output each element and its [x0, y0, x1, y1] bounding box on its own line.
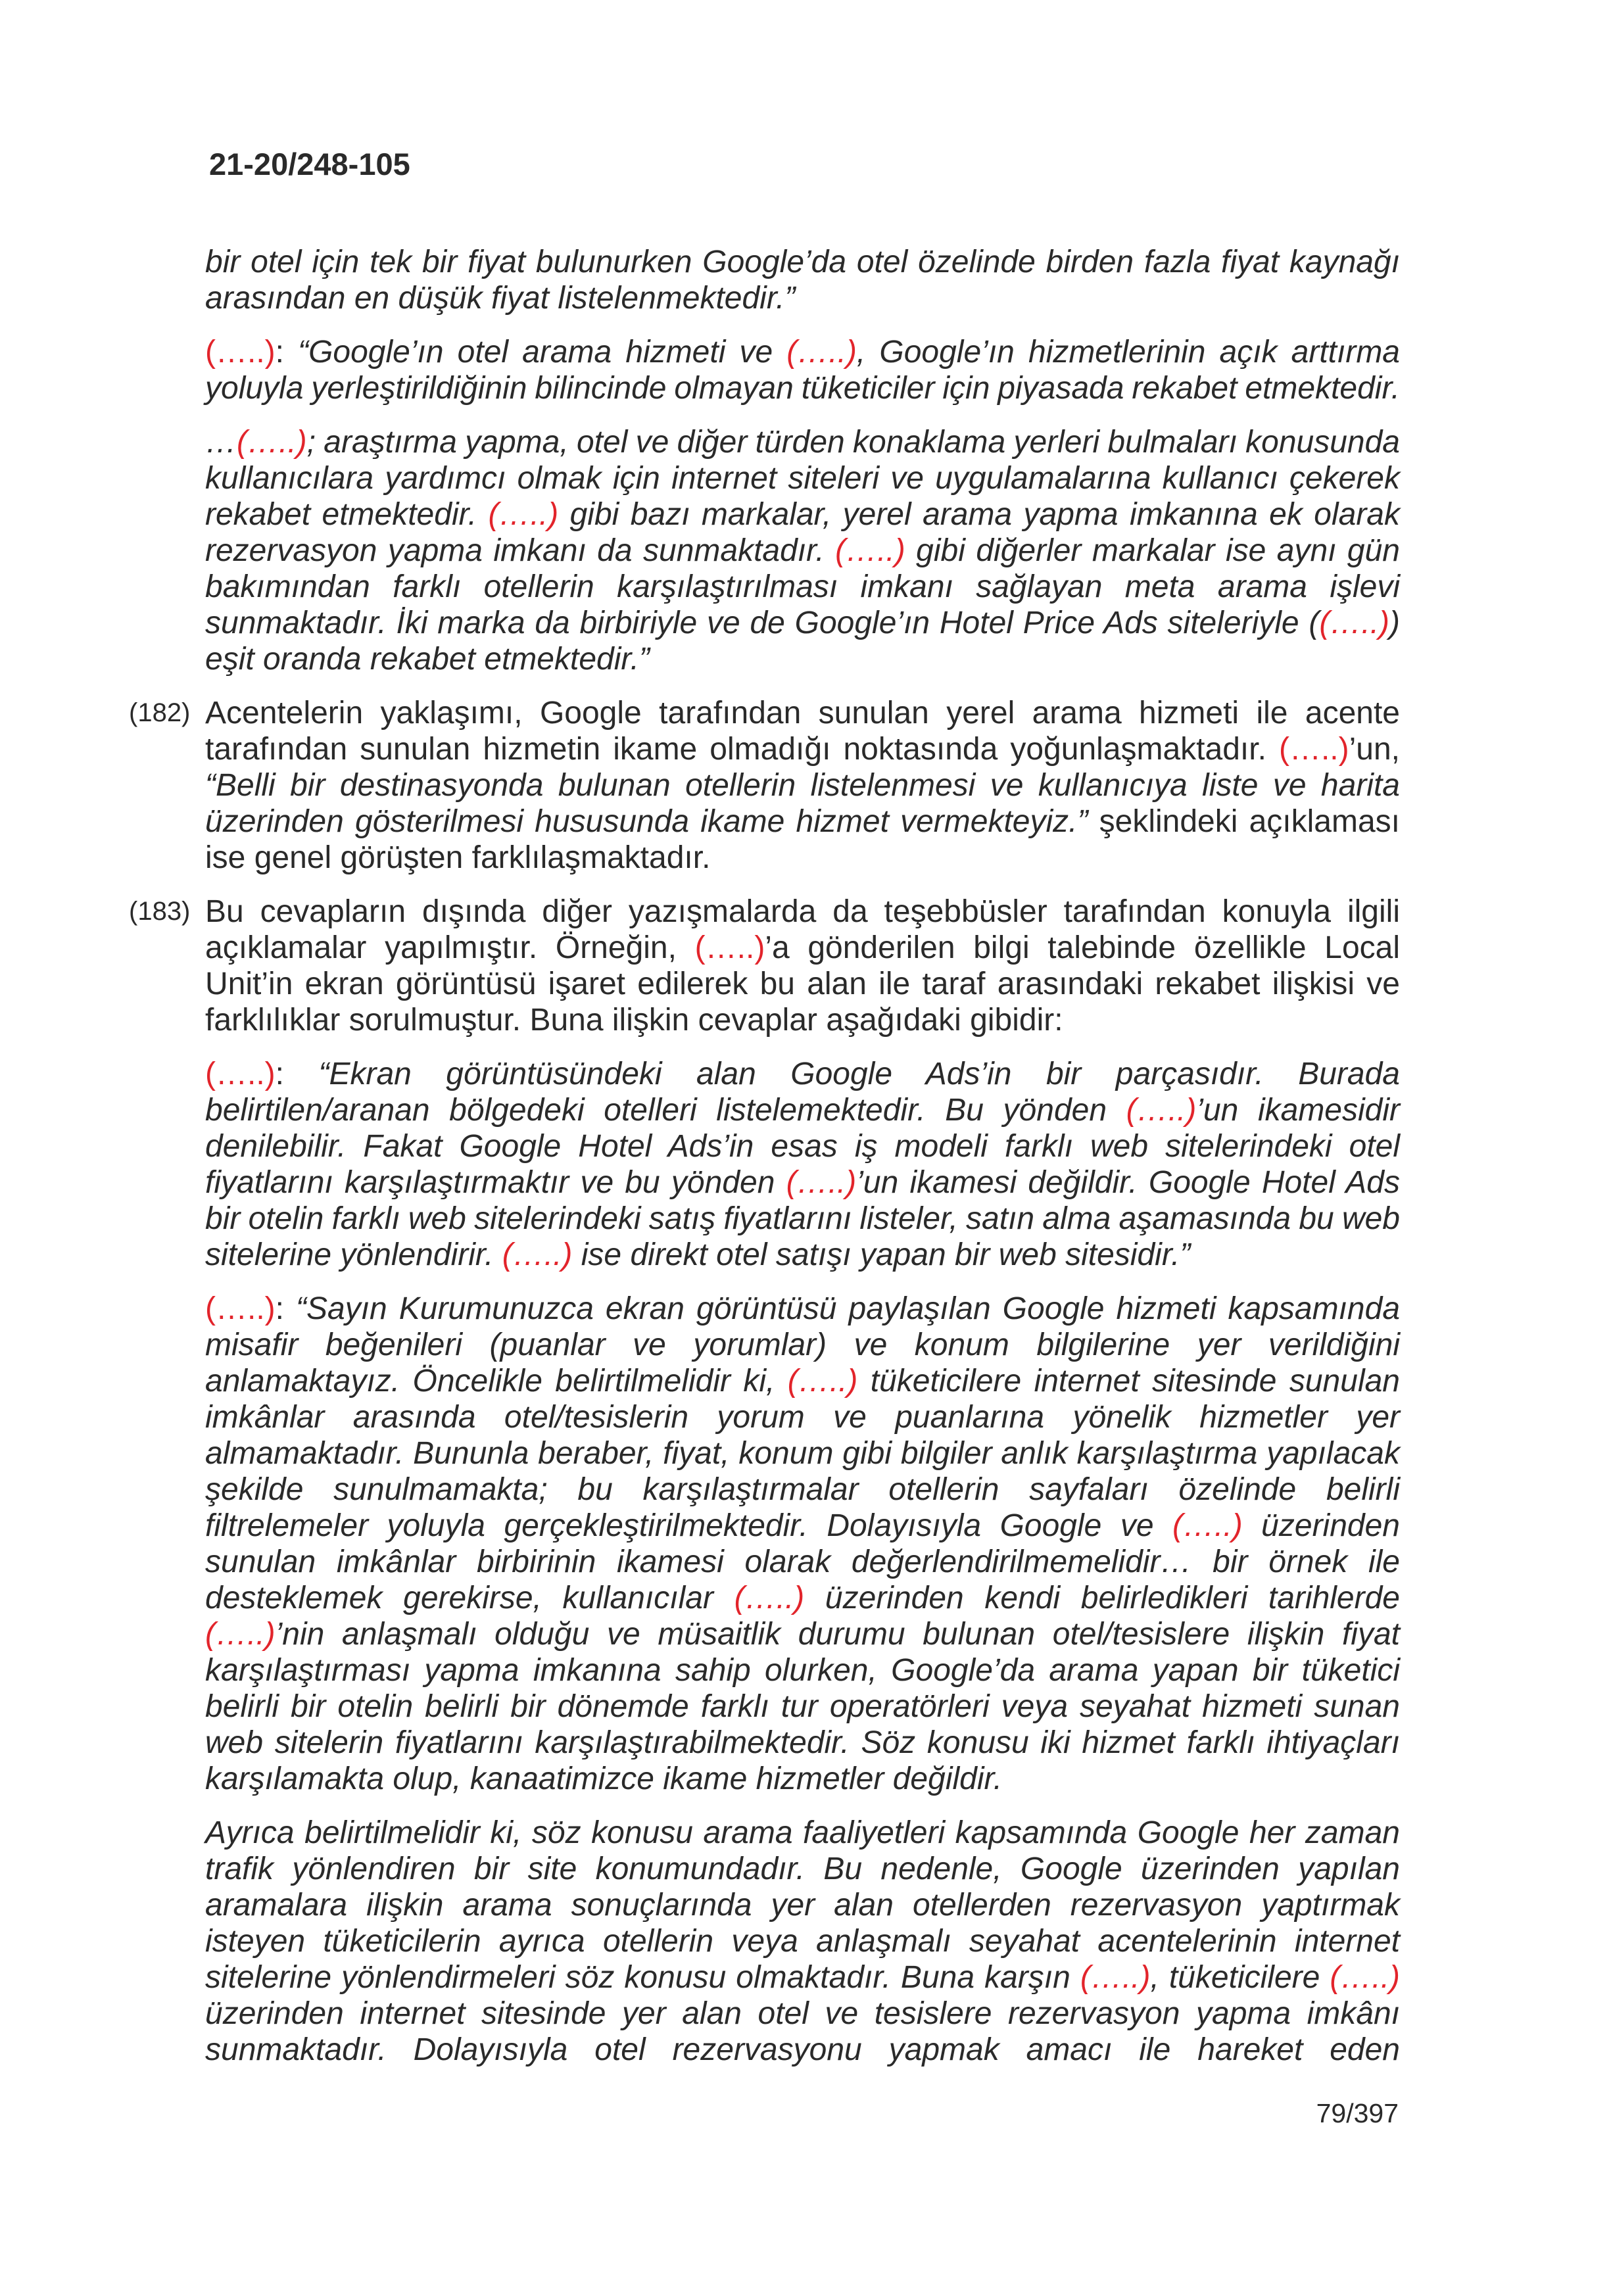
text-line-content [205, 1580, 1400, 1616]
paragraph [205, 1815, 1400, 2068]
text-line [205, 2032, 1400, 2068]
text-line [205, 1399, 1400, 1435]
text-line-content [205, 1164, 1400, 1201]
text-line [205, 1544, 1400, 1580]
text-segment: üzerinden gösterilmesi hususunda ikame hizmet vermekteyiz.” [205, 804, 1088, 839]
text-segment: sunmaktadır. Dolayısıyla otel rezervasyonu yapmak amacı ile hareket eden [205, 2032, 1400, 2067]
text-line [205, 1508, 1400, 1544]
text-line [205, 370, 1400, 406]
text-segment: bir otelin farklı web sitelerindeki satış fiyatlarını listeler, satın alma aşamasında bu web [205, 1201, 1400, 1236]
text-line-content [205, 1815, 1400, 1851]
text-line-content [205, 1363, 1400, 1399]
text-line-content [205, 1092, 1400, 1128]
numbered-paragraph [129, 894, 1401, 1038]
redaction-marker: (…..) [205, 335, 276, 370]
text-line [205, 1237, 1400, 1273]
document-id: 21-20/248-105 [209, 147, 410, 181]
numbered-paragraph [129, 695, 1400, 876]
text-segment: ise direkt otel satışı yapan bir web sitesidir.” [572, 1237, 1191, 1272]
text-segment: sitelerine yönlendirir. [205, 1237, 502, 1272]
text-line [205, 840, 1400, 876]
text-segment: isteyen tüketicilerin ayrıca otellerin veya anlaşmalı seyahat acentelerinin internet [205, 1924, 1400, 1959]
redaction-marker: (…..) [237, 425, 307, 460]
text-line [205, 533, 1400, 569]
text-line [205, 496, 1400, 533]
redaction-marker: (…..) [835, 533, 905, 568]
redaction-marker: (…..) [1172, 1508, 1243, 1543]
redaction-marker: (…..) [205, 1617, 276, 1652]
text-segment: : [275, 1057, 319, 1091]
text-segment: , Google’ın hizmetlerinin açık arttırma [856, 335, 1400, 370]
text-segment: bakımından farklı otellerin karşılaştırılması imkanı sağlayan meta arama işlevi [205, 569, 1400, 604]
text-segment: denilebilir. Fakat Google Hotel Ads’in esas iş modeli farklı web sitelerindeki otel [205, 1129, 1400, 1164]
text-line [205, 1959, 1400, 1996]
text-segment: “Google’ın otel arama hizmeti ve [298, 335, 787, 370]
text-line-content [205, 1435, 1400, 1471]
text-line-content [205, 1508, 1400, 1544]
text-segment: : [275, 335, 299, 370]
paragraph [205, 244, 1400, 316]
text-line [205, 731, 1400, 767]
text-line-content [205, 1291, 1400, 1327]
text-line [205, 1201, 1400, 1237]
text-segment: belirtilen/aranan bölgedeki otelleri listelemektedir. Bu yönden [205, 1093, 1126, 1128]
redaction-marker: (…..) [205, 1291, 276, 1326]
text-segment: Ayrıca belirtilmelidir ki, söz konusu arama faaliyetleri kapsamında Google her zaman [205, 1815, 1400, 1850]
text-segment: misafir beğenileri (puanlar ve yorumlar) ve konum bilgilerine yer verildiğini [205, 1327, 1400, 1362]
text-segment: ise genel görüşten farklılaşmaktadır. [205, 840, 711, 875]
text-line-content [205, 1544, 1400, 1580]
text-segment: Bu cevapların dışında diğer yazışmalarda da teşebbüsler tarafından konuyla ilgili [205, 894, 1400, 929]
text-line-content [205, 1923, 1400, 1959]
redaction-marker: (…..) [786, 335, 857, 370]
text-segment: ’nin anlaşmalı olduğu ve müsaitlik durumu bulunan otel/tesislere ilişkin fiyat [275, 1617, 1400, 1652]
text-line-content [205, 1128, 1400, 1164]
redaction-marker: (…..) [488, 497, 559, 532]
text-segment: kullanıcılara yardımcı olmak için internet siteleri ve uygulamalarına kullanıcı çekerek [205, 461, 1400, 496]
text-line [205, 460, 1400, 496]
text-segment: rekabet etmektedir. [205, 497, 489, 532]
text-line-content [205, 1471, 1400, 1508]
text-segment: : [275, 1291, 296, 1326]
paragraph [205, 334, 1400, 406]
text-line [205, 1923, 1400, 1959]
text-line [205, 1887, 1400, 1923]
text-line [205, 1996, 1400, 2032]
text-line-content [205, 605, 1400, 641]
body-text [129, 244, 1401, 2086]
text-segment: Acentelerin yaklaşımı, Google tarafından sunulan yerel arama hizmeti ile acente [205, 696, 1400, 730]
text-segment: filtrelemeler yoluyla gerçekleştirilmektedir. Dolayısıyla Google ve [205, 1508, 1173, 1543]
redaction-marker: (…..) [1330, 1960, 1401, 1995]
text-segment: karşılaştırması yapma imkanına sahip olurken, Google’da arama yapan bir tüketici [205, 1653, 1400, 1688]
text-line [205, 930, 1400, 966]
text-segment: trafik yönlendiren bir site konumundadır. Bu nedenle, Google üzerinden yapılan [205, 1852, 1400, 1886]
text-line-content [205, 1056, 1400, 1092]
page-number: 79/397 [1316, 2098, 1399, 2128]
text-segment: ; araştırma yapma, otel ve diğer türden konaklama yerleri bulmaları konusunda [306, 425, 1400, 460]
text-segment: “Belli bir destinasyonda bulunan otellerin listelenmesi ve kullanıcıya liste ve harita [205, 768, 1400, 803]
text-segment: ) [1389, 606, 1400, 640]
text-line [205, 244, 1400, 280]
text-line-content [205, 2032, 1400, 2068]
text-line [205, 1327, 1400, 1363]
text-line-content [205, 1959, 1400, 1996]
text-segment: eşit oranda rekabet etmektedir.” [205, 642, 650, 677]
text-segment: sitelerine yönlendirmeleri söz konusu olmaktadır. Buna karşın [205, 1960, 1080, 1995]
text-segment: şekilde sunulmamakta; bu karşılaştırmalar otellerin sayfaları özelinde belirli [205, 1472, 1400, 1507]
text-line-content [205, 840, 710, 876]
text-line-content [205, 370, 1400, 406]
text-line [205, 1363, 1400, 1399]
text-segment: ’a gönderilen bilgi talebinde özellikle Local [765, 930, 1401, 965]
text-line-content [205, 280, 795, 316]
text-line [205, 966, 1400, 1002]
text-line-content [205, 1652, 1400, 1688]
text-line [205, 334, 1400, 370]
redaction-marker: (…..) [1319, 606, 1390, 640]
redaction-marker: (…..) [502, 1237, 573, 1272]
text-line-content [205, 767, 1400, 803]
redaction-marker: (…..) [694, 930, 765, 965]
text-segment: anlamaktayız. Öncelikle belirtilmelidir ki, [205, 1364, 788, 1399]
text-line-content [205, 1237, 1190, 1273]
paragraph [205, 1056, 1400, 1273]
redaction-marker: (…..) [205, 1057, 276, 1091]
text-line-content [205, 930, 1400, 966]
text-line [205, 767, 1400, 803]
text-segment: üzerinden kendi belirledikleri tarihlerde [804, 1581, 1401, 1615]
text-line-content [205, 1201, 1400, 1237]
text-segment: desteklemek gerekirse, kullanıcılar [205, 1581, 734, 1615]
paragraph-number: (182) [129, 698, 191, 727]
redaction-marker: (…..) [1278, 732, 1349, 767]
text-line [205, 280, 1400, 316]
text-line-content [205, 569, 1400, 605]
text-line-content [205, 894, 1400, 930]
text-segment: Unit’in ekran görüntüsü işaret edilerek bu alan ile taraf arasındaki rekabet ilişkisi ve [205, 967, 1400, 1001]
text-segment: gibi bazı markalar, yerel arama yapma imkanına ek olarak [558, 497, 1400, 532]
text-line-content [205, 966, 1400, 1002]
text-segment: , tüketicilere [1150, 1960, 1330, 1995]
text-segment: bir otel için tek bir fiyat bulunurken Google’da otel özelinde birden fazla fiyat kaynağı [205, 245, 1400, 279]
text-segment: fiyatlarını karşılaştırmaktır ve bu yönden [205, 1165, 786, 1200]
text-line [205, 641, 1400, 677]
text-line-content [205, 533, 1400, 569]
paragraph [205, 424, 1400, 677]
text-line [205, 1291, 1400, 1327]
text-line [205, 1164, 1400, 1201]
text-line [205, 1471, 1400, 1508]
text-line [205, 1815, 1400, 1851]
text-line [205, 1002, 1400, 1038]
text-segment: tüketicilere internet sitesinde sunulan [857, 1364, 1400, 1399]
text-segment: ’un ikamesi değildir. Google Hotel Ads [856, 1165, 1400, 1200]
text-line-content [205, 460, 1400, 496]
text-segment: üzerinden [1242, 1508, 1401, 1543]
text-segment: sunmaktadır. İki marka da birbiriyle ve de Google’ın Hotel Price Ads siteleriyle ( [205, 606, 1320, 640]
text-line-content [205, 334, 1400, 370]
text-segment: gibi diğerler markalar ise aynı gün [905, 533, 1400, 568]
text-line [205, 1725, 1400, 1761]
redaction-marker: (…..) [1126, 1093, 1197, 1128]
text-segment: üzerinden internet sitesinde yer alan otel ve tesislere rezervasyon yapma imkânı [205, 1996, 1400, 2031]
text-line [205, 1435, 1400, 1471]
text-line [205, 1761, 1400, 1797]
text-segment: … [205, 425, 237, 460]
text-line [205, 569, 1400, 605]
text-segment: aramalara ilişkin arama sonuçlarında yer alan otellerden rezervasyon yaptırmak [205, 1888, 1400, 1923]
redaction-marker: (…..) [786, 1165, 857, 1200]
text-segment: ’un ikamesidir [1196, 1093, 1401, 1128]
text-line-content [205, 496, 1400, 533]
paragraph [205, 1291, 1400, 1797]
text-line-content [205, 1887, 1400, 1923]
text-line [205, 894, 1400, 930]
text-line [205, 605, 1400, 641]
text-line-content [205, 731, 1400, 767]
redaction-marker: (…..) [1080, 1960, 1151, 1995]
text-segment: tarafından sunulan hizmetin ikame olmadığı noktasında yoğunlaşmaktadır. [205, 732, 1279, 767]
text-line [205, 1092, 1400, 1128]
text-segment: karşılamakta olup, kanaatimizce ikame hizmetler değildir. [205, 1761, 1003, 1796]
text-segment: “Ekran görüntüsündeki alan Google Ads’in bir parçasıdır. Burada [318, 1057, 1400, 1091]
text-segment: şeklindeki açıklaması [1088, 804, 1400, 839]
text-segment: farklılıklar sorulmuştur. Buna ilişkin cevaplar aşağıdaki gibidir: [205, 1003, 1063, 1038]
paragraph-number: (183) [129, 897, 191, 926]
text-line-content [205, 1851, 1400, 1887]
text-line-content [205, 803, 1400, 840]
text-line [205, 1580, 1400, 1616]
text-line-content [205, 424, 1400, 460]
text-line-content [205, 1616, 1400, 1652]
text-segment: belirli bir otelin belirli bir dönemde farklı tur operatörleri veya seyahat hizmeti sunan [205, 1689, 1400, 1724]
redaction-marker: (…..) [787, 1364, 858, 1399]
text-line [205, 1128, 1400, 1164]
text-line-content [205, 695, 1400, 731]
text-segment: rezervasyon yapma imkanı da sunmaktadır. [205, 533, 836, 568]
text-line-content [205, 1761, 1002, 1797]
text-line [205, 1616, 1400, 1652]
redaction-marker: (…..) [734, 1581, 805, 1615]
text-segment: imkânlar arasında otel/tesislerin yorum ve puanlarına yönelik hizmetler yer [205, 1400, 1400, 1435]
text-segment: açıklamalar yapılmıştır. Örneğin, [205, 930, 695, 965]
text-line-content [205, 1688, 1400, 1725]
text-segment: “Sayın Kurumunuzca ekran görüntüsü paylaşılan Google hizmeti kapsamında [296, 1291, 1401, 1326]
text-line [205, 1056, 1400, 1092]
text-line [205, 424, 1400, 460]
text-line-content [205, 1399, 1400, 1435]
text-segment: arasından en düşük fiyat listelenmektedir.” [205, 281, 796, 316]
text-segment: web sitelerin fiyatlarını karşılaştırabilmektedir. Söz konusu iki hizmet farklı ihtiyaçları [205, 1725, 1400, 1760]
text-line-content [205, 1725, 1400, 1761]
text-line-content [205, 1327, 1400, 1363]
text-line-content [205, 641, 650, 677]
text-segment: yoluyla yerleştirildiğinin bilincinde olmayan tüketiciler için piyasada rekabet etmektedir. [205, 371, 1400, 406]
text-segment: sunulan imkânlar birbirinin ikamesi olarak değerlendirilmemelidir… bir örnek ile [205, 1544, 1400, 1579]
text-line-content [205, 244, 1400, 280]
text-segment: ’un, [1349, 732, 1400, 767]
text-line [205, 1652, 1400, 1688]
text-line-content [205, 1996, 1400, 2032]
text-line-content [205, 1002, 1063, 1038]
text-line [205, 803, 1400, 840]
text-line [205, 695, 1400, 731]
text-line [205, 1688, 1400, 1725]
text-segment: almamaktadır. Bununla beraber, fiyat, konum gibi bilgiler anlık karşılaştırma yapılacak [205, 1436, 1400, 1471]
text-line [205, 1851, 1400, 1887]
